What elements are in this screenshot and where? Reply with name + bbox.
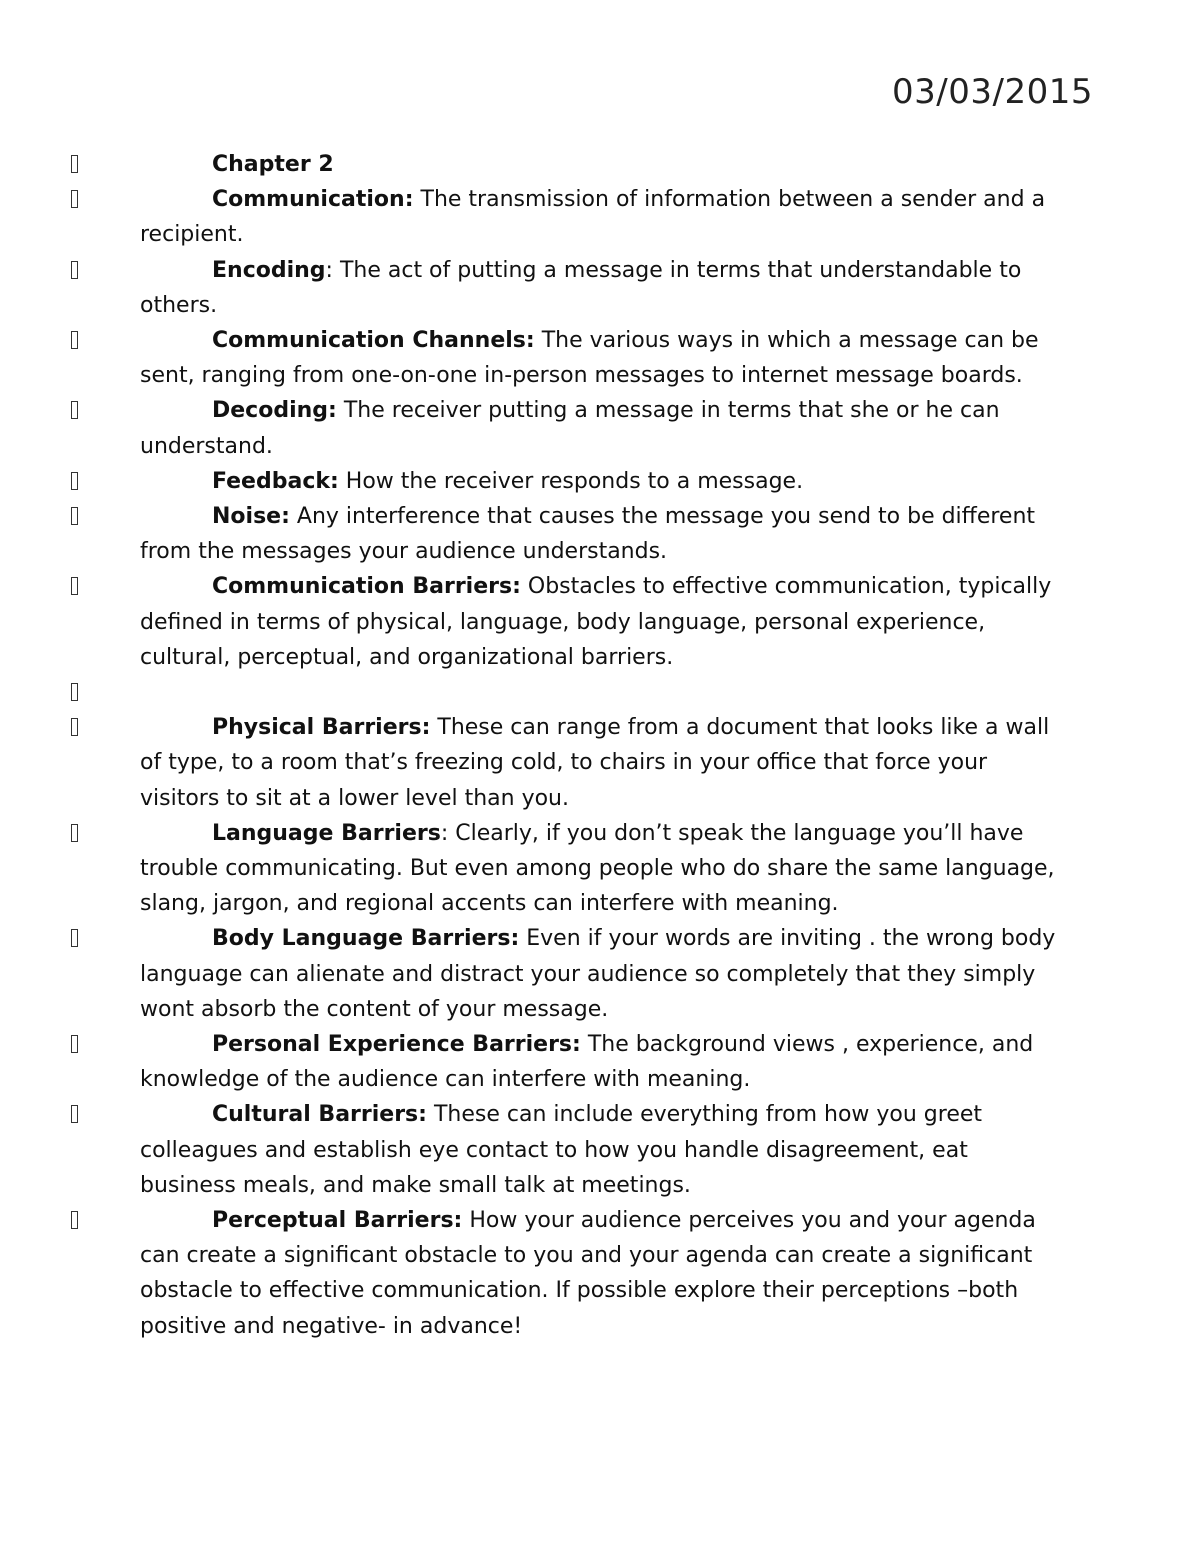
- item-definition: Any interference that causes the message you send to be different from the messages your audience understands.: [140, 504, 1036, 565]
- item-term: Body Language Barriers:: [212, 926, 520, 952]
- item-separator: [337, 398, 344, 423]
- item-separator: [581, 1032, 588, 1057]
- bullet-icon: [68, 1027, 82, 1062]
- list-item: [140, 323, 1070, 393]
- item-definition: Even if your words are inviting . the wrong body language can alienate and distract your audience so completely that they simply wont absorb the content of your message.: [140, 926, 1056, 1022]
- list-item: [140, 569, 1070, 675]
- item-separator: [427, 1102, 434, 1127]
- document-date: 03/03/2015: [892, 72, 1093, 112]
- list-item: [140, 1203, 1070, 1344]
- list-item: [140, 1097, 1070, 1203]
- item-definition: These can range from a document that looks like a wall of type, to a room that’s freezing cold, to chairs in your office that force your visitors to sit at a lower level than you.: [140, 715, 1050, 811]
- item-term: Language Barriers: [212, 820, 441, 846]
- item-separator: [535, 328, 542, 353]
- item-definition: The transmission of information between a sender and a recipient.: [140, 187, 1046, 248]
- item-separator: [414, 187, 421, 212]
- item-definition: Obstacles to effective communication, typically defined in terms of physical, language, body language, personal experience, cultural, perceptual, and organizational barriers.: [140, 574, 1052, 670]
- item-term: Communication:: [212, 187, 414, 213]
- item-definition: How your audience perceives you and your agenda can create a significant obstacle to you and your agenda can create a significant obstacle to effective communication. If possible explore their perceptions –both positive and negative- in advance!: [140, 1208, 1036, 1339]
- bullet-icon: [68, 710, 82, 745]
- item-term: Noise:: [212, 504, 290, 530]
- list-item: [140, 1027, 1070, 1097]
- list-item: [140, 499, 1070, 569]
- item-definition: These can include everything from how you greet colleagues and establish eye contact to how you handle disagreement, eat business meals, and make small talk at meetings.: [140, 1102, 983, 1198]
- item-definition: How the receiver responds to a message.: [345, 468, 804, 494]
- item-definition: : Clearly, if you don’t speak the language you’ll have trouble communicating. But even among people who do share the same language, slang, jargon, and regional accents can interfere with meaning.: [140, 820, 1055, 917]
- item-term: Communication Channels:: [212, 328, 535, 354]
- item-definition: The background views , experience, and knowledge of the audience can interfere with meaning.: [140, 1032, 1034, 1093]
- item-definition: : The act of putting a message in terms that understandable to others.: [140, 257, 1022, 318]
- list-item: [140, 816, 1070, 922]
- bullet-icon: [68, 464, 82, 499]
- item-definition: The receiver putting a message in terms that she or he can understand.: [140, 398, 1000, 459]
- list-item: [140, 710, 1070, 816]
- list-item: [140, 147, 1070, 182]
- bullet-icon: [68, 1097, 82, 1132]
- item-term: Encoding: [212, 257, 326, 283]
- item-term: Decoding:: [212, 398, 337, 424]
- list-item: [140, 253, 1070, 323]
- bullet-icon: [68, 816, 82, 851]
- document-body: [140, 147, 1070, 1344]
- bullet-icon: [68, 675, 82, 710]
- bullet-icon: [68, 393, 82, 428]
- list-item-empty: [140, 675, 1070, 710]
- bullet-icon: [68, 323, 82, 358]
- bullet-icon: [68, 1203, 82, 1238]
- item-term: Cultural Barriers:: [212, 1102, 427, 1128]
- list-item: [140, 464, 1070, 499]
- item-term: Feedback:: [212, 468, 339, 494]
- item-term: Personal Experience Barriers:: [212, 1032, 581, 1058]
- item-term: Chapter 2: [212, 152, 334, 177]
- bullet-icon: [68, 147, 82, 182]
- item-definition: The various ways in which a message can be sent, ranging from one-on-one in-person messages to internet message boards.: [140, 328, 1039, 389]
- bullet-icon: [68, 182, 82, 217]
- bullet-icon: [68, 253, 82, 288]
- list-item: [140, 921, 1070, 1027]
- item-term: Perceptual Barriers:: [212, 1208, 463, 1234]
- bullet-icon: [68, 499, 82, 534]
- bullet-icon: [68, 569, 82, 604]
- item-term: Physical Barriers:: [212, 715, 431, 741]
- bullet-icon: [68, 921, 82, 956]
- item-term: Communication Barriers:: [212, 574, 521, 600]
- item-separator: [290, 504, 297, 529]
- item-separator: [339, 469, 346, 494]
- list-item: [140, 182, 1070, 252]
- item-separator: [521, 574, 528, 599]
- list-item: [140, 393, 1070, 463]
